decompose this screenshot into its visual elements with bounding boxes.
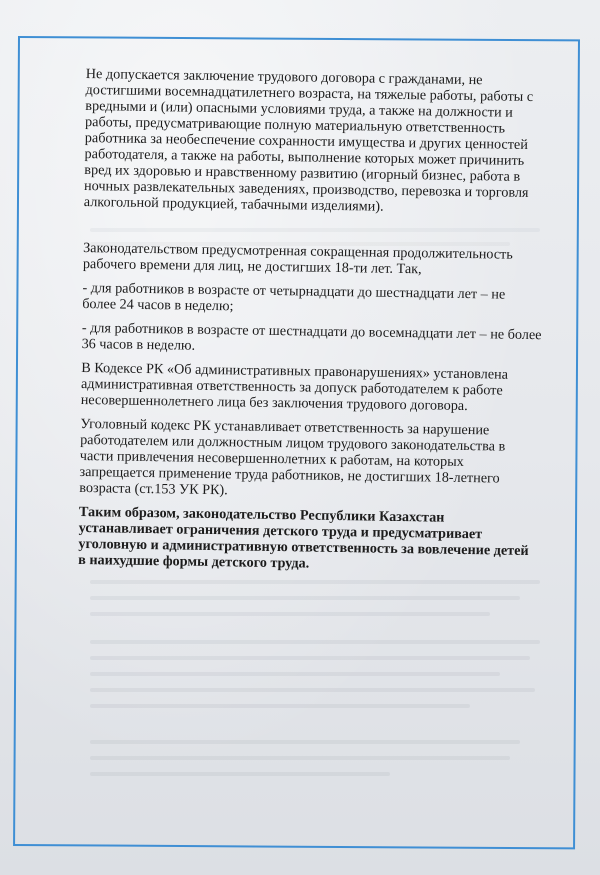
- paragraph-reduced-hours: Законодательством предусмотренная сокращенная продолжительность рабочего времени для лиц, не достигших 18-ти лет. Так,: [82, 239, 513, 278]
- show-through-line: [90, 656, 530, 660]
- show-through-line: [90, 672, 500, 676]
- paragraph-prohibited-work: Не допускается заключение трудового договора с гражданами, не достигшими восемнадцатилетнего возраста, на тяжелые работы, работы с вредными и (или) опасными условиями труда, а также на должности и работы, предусматривающие полную материальную ответственность работника за необеспечение сохранности имущества и других ценностей работодателя, а также на работы, выполнение которых может причинить вред их здоровью и нравственному развитию (игорный бизнес, работа в ночных развлекательных заведениях, производство, перевозка и торговля алкогольной продукцией, табачными изделиями).: [83, 66, 534, 215]
- list-item-age-14-16: - для работников в возрасте от четырнадцати до шестнадцати лет – не более 24 часов в неделю;: [82, 279, 506, 315]
- paragraph-administrative-code: В Кодексе РК «Об административных правонарушениях» установлена административная ответственность за допуск работодателем к работе несовершеннолетнего лица без заключения трудового договора.: [80, 359, 509, 415]
- show-through-line: [90, 596, 520, 600]
- show-through-line: [90, 772, 390, 776]
- paragraph-conclusion: Таким образом, законодательство Республики Казахстан устанавливает ограничения детского труда и предусматривает уголовную и административную ответственность за вовлечение детей в наихудшие формы детского труда.: [78, 503, 529, 572]
- paragraph-criminal-code: Уголовный кодекс РК устанавливает ответственность за нарушение работодателем или должностным лицом трудового законодательства в части привлечения несовершеннолетних к работам, на которых запрещается применение труда работников, не достигших 18-летнего возраста (ст.153 УК РК).: [79, 415, 506, 499]
- show-through-line: [90, 688, 535, 692]
- list-item-age-16-18: - для работников в возрасте от шестнадцати до восемнадцати лет – не более 36 часов в неделю.: [81, 319, 542, 354]
- show-through-line: [90, 740, 520, 744]
- show-through-line: [90, 756, 510, 760]
- show-through-line: [90, 612, 490, 616]
- document-body: [78, 66, 546, 583]
- show-through-line: [90, 640, 540, 644]
- show-through-line: [90, 704, 470, 708]
